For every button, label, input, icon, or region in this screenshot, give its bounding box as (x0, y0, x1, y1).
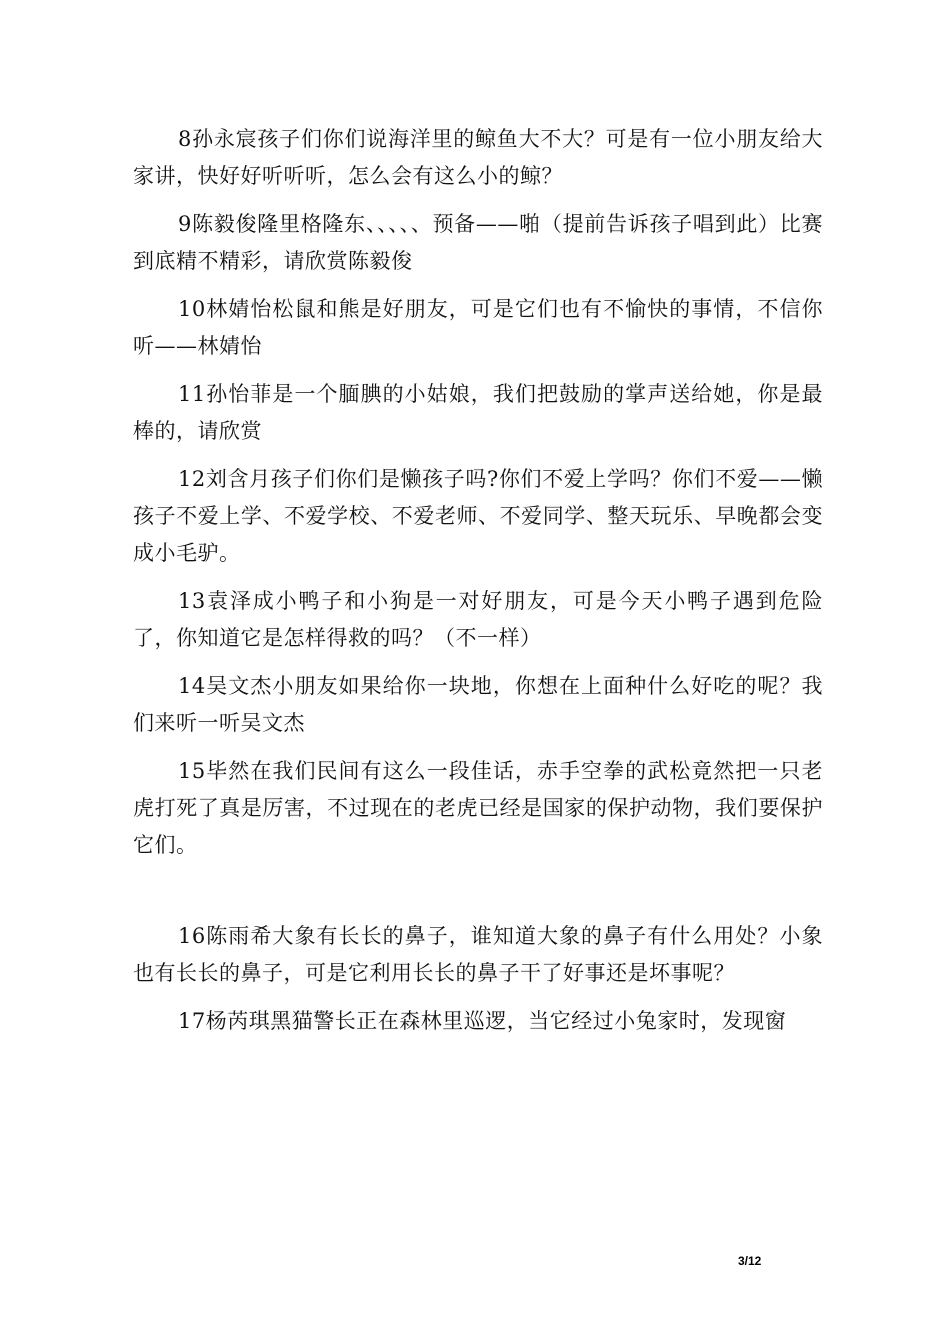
paragraph-13: 13袁泽成小鸭子和小狗是一对好朋友，可是今天小鸭子遇到危险了，你知道它是怎样得救的吗？（不一样） (133, 589, 823, 650)
paragraph-11: 11孙怡菲是一个腼腆的小姑娘，我们把鼓励的掌声送给她，你是最棒的，请欣赏 (133, 382, 823, 443)
document-body (133, 121, 823, 1051)
paragraph-14: 14吴文杰小朋友如果给你一块地，你想在上面种什么好吃的呢？我们来听一听吴文杰 (133, 674, 823, 735)
paragraph-15: 15毕然在我们民间有这么一段佳话，赤手空拳的武松竟然把一只老虎打死了真是厉害，不过现在的老虎已经是国家的保护动物，我们要保护它们。 (133, 759, 823, 857)
page-number: 3/12 (738, 1254, 762, 1268)
paragraph-9: 9陈毅俊隆里格隆东、、、、、预备——啪（提前告诉孩子唱到此）比赛到底精不精彩，请欣赏陈毅俊 (133, 212, 823, 273)
paragraph-17: 17杨芮琪黑猫警长正在森林里巡逻，当它经过小兔家时，发现窗 (178, 1009, 787, 1033)
paragraph-8: 8孙永宸孩子们你们说海洋里的鲸鱼大不大？可是有一位小朋友给大家讲，快好好听听听，怎么会有这么小的鲸？ (133, 127, 823, 188)
paragraph-12: 12刘含月孩子们你们是懒孩子吗?你们不爱上学吗？你们不爱——懒孩子不爱上学、不爱学校、不爱老师、不爱同学、整天玩乐、早晚都会变成小毛驴。 (133, 467, 823, 565)
paragraph-10: 10林婧怡松鼠和熊是好朋友，可是它们也有不愉快的事情，不信你听——林婧怡 (133, 297, 823, 358)
paragraph-16: 16陈雨希大象有长长的鼻子，谁知道大象的鼻子有什么用处？小象也有长长的鼻子，可是它利用长长的鼻子干了好事还是坏事呢？ (133, 924, 823, 985)
